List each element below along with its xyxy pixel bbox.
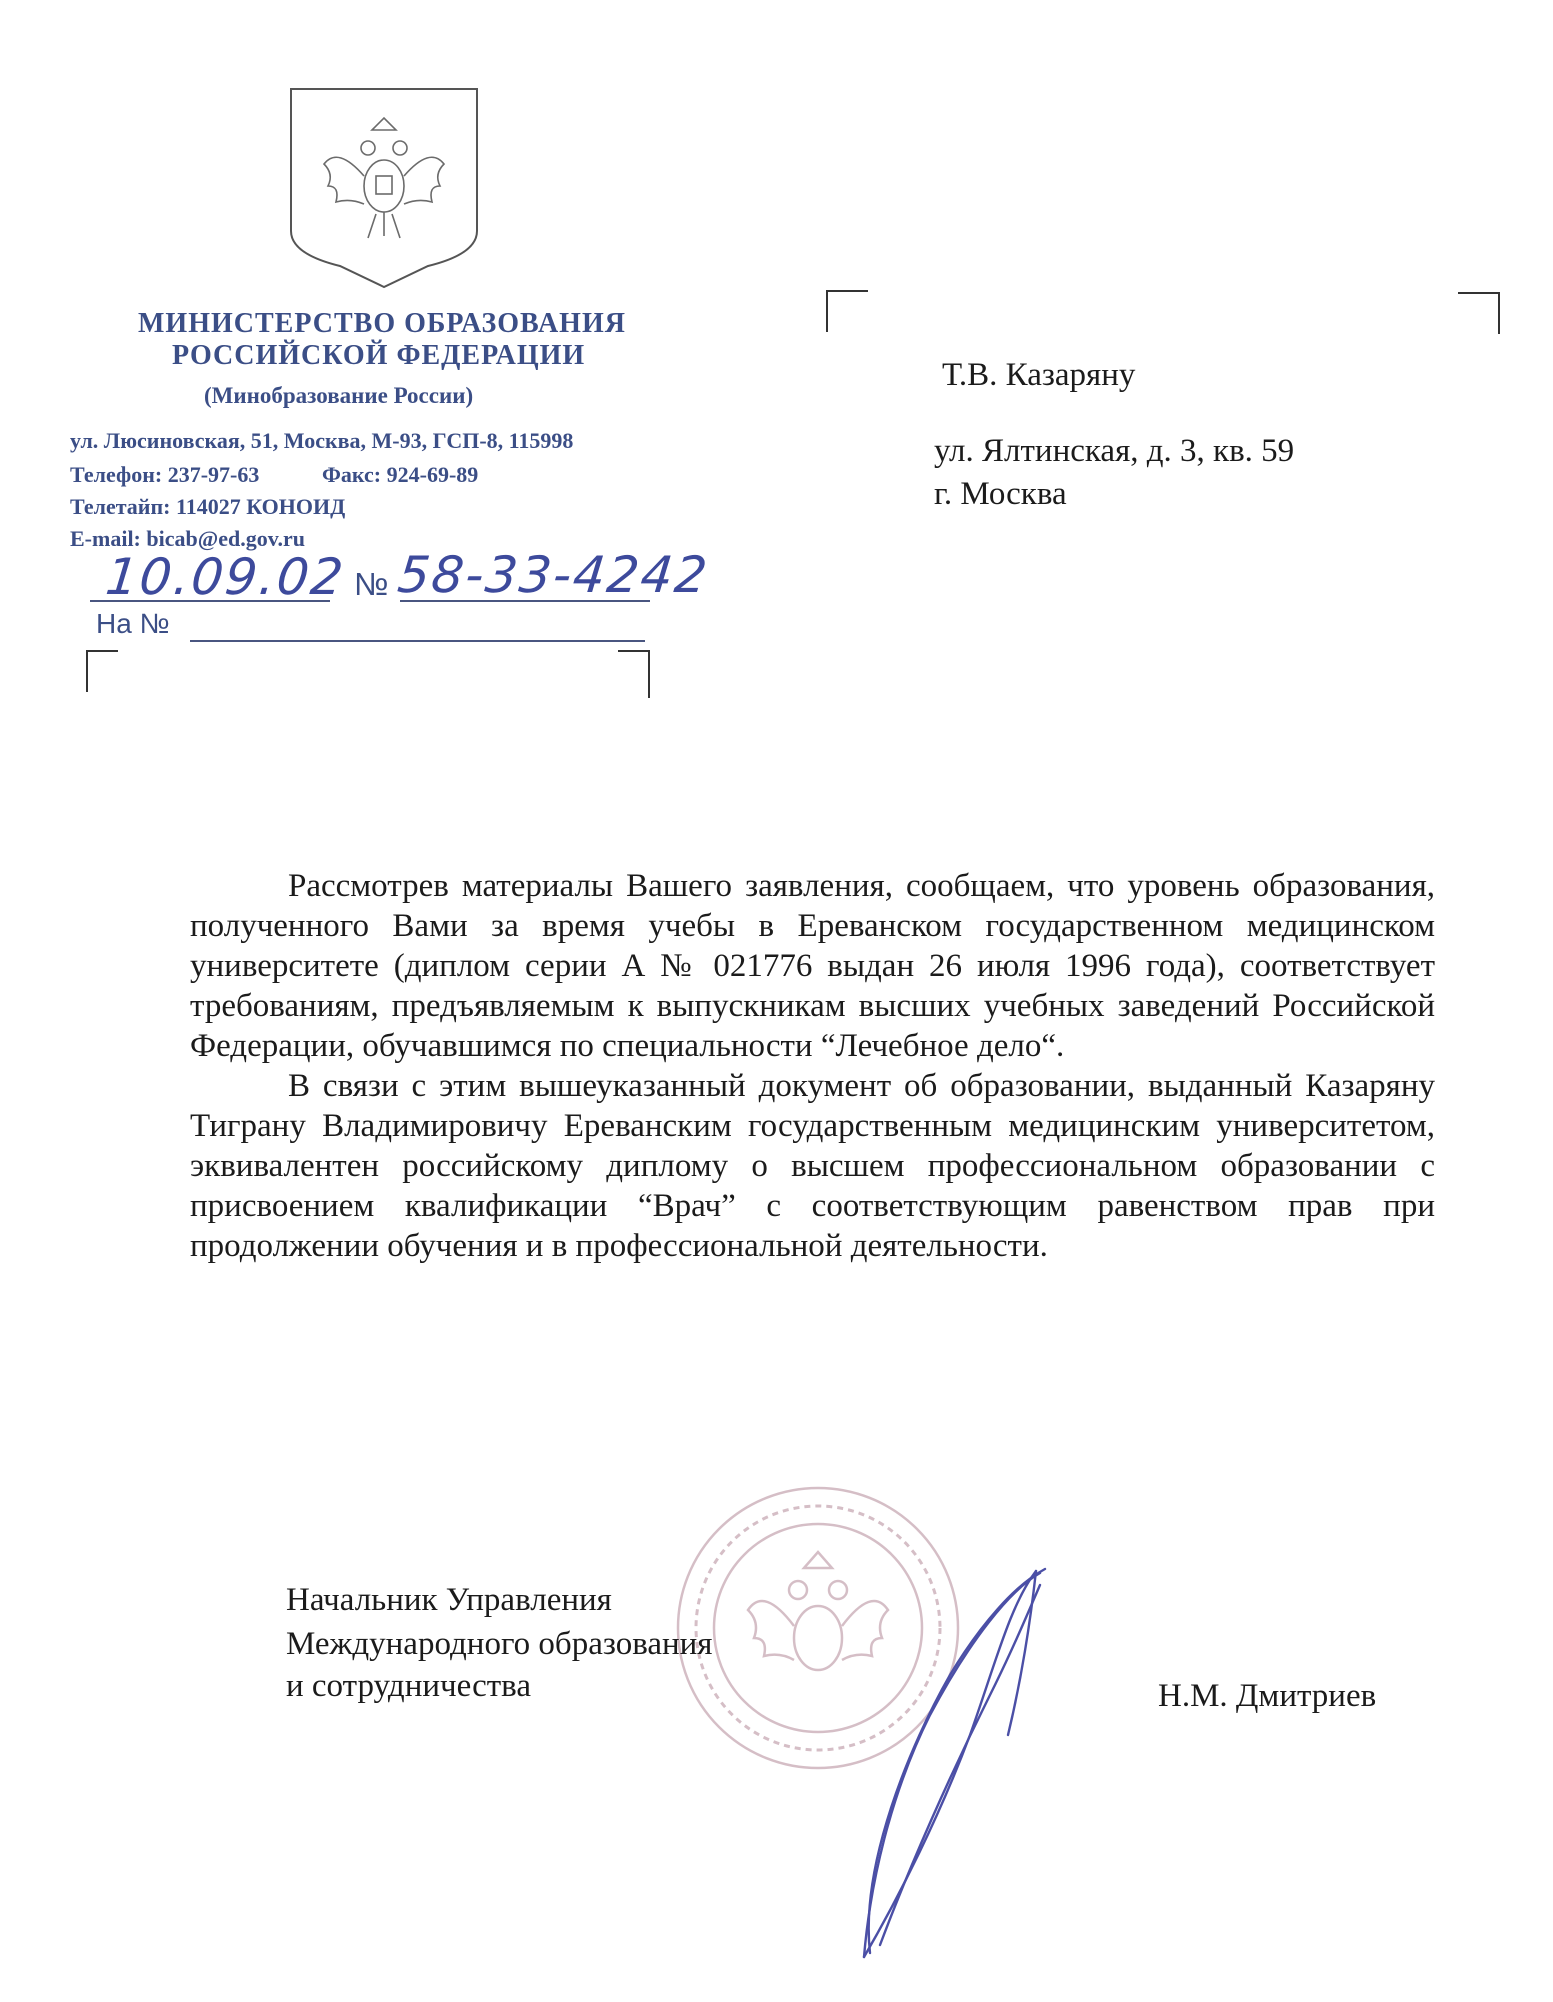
signatory-name: Н.М. Дмитриев bbox=[1158, 1678, 1377, 1714]
corner-mark-top-left bbox=[86, 650, 118, 692]
signatory-position-line1: Начальник Управления bbox=[286, 1582, 612, 1618]
date-underline bbox=[90, 600, 330, 602]
corner-mark-address-left bbox=[826, 290, 868, 332]
ministry-name-line2: РОССИЙСКОЙ ФЕДЕРАЦИИ bbox=[172, 340, 586, 371]
outgoing-date: 10.09.02 bbox=[102, 548, 348, 606]
ministry-email: E-mail: bicab@ed.gov.ru bbox=[70, 526, 305, 551]
signatory-position-line3: и сотрудничества bbox=[286, 1668, 531, 1704]
addressee-name: Т.В. Казаряну bbox=[942, 357, 1136, 393]
corner-mark-address-right bbox=[1458, 292, 1500, 334]
outgoing-number: 58-33-4242 bbox=[394, 546, 712, 604]
letter-body bbox=[190, 866, 1435, 1266]
coat-of-arms-emblem bbox=[288, 86, 480, 291]
signatory-position-line2: Международного образования bbox=[286, 1626, 713, 1662]
handwritten-signature bbox=[840, 1565, 1060, 1965]
outgoing-number-label: № bbox=[354, 566, 389, 602]
ministry-short-name: (Минобразование России) bbox=[204, 383, 474, 408]
ministry-teletype: Телетайп: 114027 КОНОИД bbox=[70, 494, 346, 519]
addressee-street: ул. Ялтинская, д. 3, кв. 59 bbox=[934, 433, 1295, 469]
number-underline bbox=[400, 600, 650, 602]
ministry-name-line1: МИНИСТЕРСТВО ОБРАЗОВАНИЯ bbox=[138, 308, 626, 339]
body-paragraph-1: Рассмотрев материалы Вашего заявления, сообщаем, что уровень образования, полученного Вами за время учебы в Ереванском государственном медицинском университете (диплом серии А № 021776 выдан 26 июля 1996 года), соответствует требованиям, предъявляемым к выпускникам высших учебных заведений Российской Федерации, обучавшимся по специальности “Лечебное дело“. bbox=[190, 868, 1435, 1064]
ministry-fax: Факс: 924-69-89 bbox=[322, 462, 479, 487]
reply-to-label: На № bbox=[96, 608, 170, 639]
addressee-city: г. Москва bbox=[934, 476, 1067, 512]
ministry-address: ул. Люсиновская, 51, Москва, М-93, ГСП-8, 115998 bbox=[70, 428, 574, 453]
corner-mark-top-right bbox=[618, 650, 650, 698]
reply-to-line bbox=[190, 640, 645, 642]
body-paragraph-2: В связи с этим вышеуказанный документ об образовании, выданный Казаряну Тиграну Владимировичу Ереванским государственным медицинским университетом, эквивалентен российскому диплому о высшем профессиональном образовании с присвоением квалификации “Врач” с соответствующим равенством прав при продолжении обучения и в профессиональной деятельности. bbox=[190, 1068, 1435, 1264]
ministry-phone: Телефон: 237-97-63 bbox=[70, 462, 260, 487]
